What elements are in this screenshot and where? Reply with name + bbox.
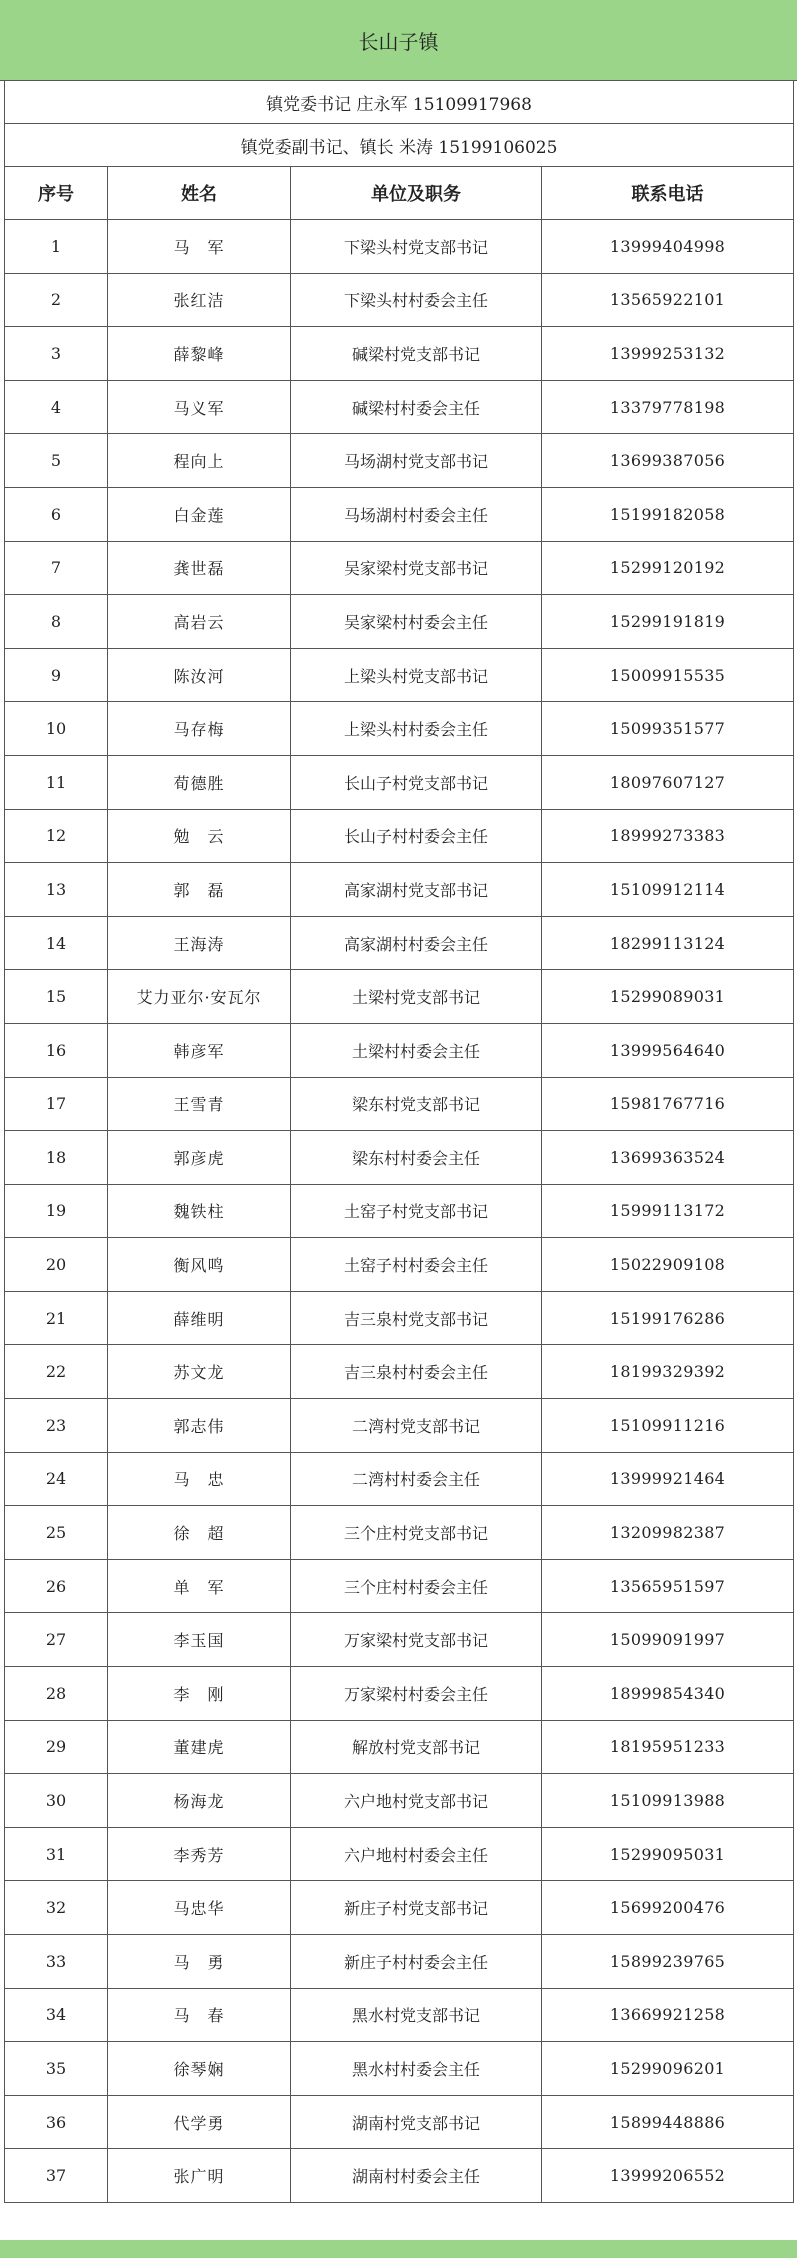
row-name: 张红洁	[108, 273, 291, 327]
row-index: 12	[5, 809, 108, 863]
row-index: 35	[5, 2042, 108, 2096]
row-position: 吴家梁村村委会主任	[291, 595, 542, 649]
row-phone: 15981767716	[542, 1077, 794, 1131]
row-name: 马义军	[108, 380, 291, 434]
row-index: 17	[5, 1077, 108, 1131]
row-phone: 15199176286	[542, 1291, 794, 1345]
table-row	[5, 273, 794, 327]
row-position: 万家梁村党支部书记	[291, 1613, 542, 1667]
table-row	[5, 1506, 794, 1560]
row-name: 白金莲	[108, 487, 291, 541]
row-phone: 18999273383	[542, 809, 794, 863]
leader-row	[5, 124, 794, 167]
row-position: 解放村党支部书记	[291, 1720, 542, 1774]
row-phone: 15299089031	[542, 970, 794, 1024]
row-name: 高岩云	[108, 595, 291, 649]
table-row	[5, 434, 794, 488]
row-phone: 13565951597	[542, 1559, 794, 1613]
table-row	[5, 1291, 794, 1345]
row-phone: 13699363524	[542, 1131, 794, 1185]
row-name: 王海涛	[108, 916, 291, 970]
row-name: 龚世磊	[108, 541, 291, 595]
row-phone: 13379778198	[542, 380, 794, 434]
row-index: 2	[5, 273, 108, 327]
row-position: 上梁头村党支部书记	[291, 648, 542, 702]
leader-row	[5, 81, 794, 124]
table-row	[5, 220, 794, 274]
row-position: 下梁头村党支部书记	[291, 220, 542, 274]
row-position: 吉三泉村村委会主任	[291, 1345, 542, 1399]
row-position: 六户地村村委会主任	[291, 1827, 542, 1881]
row-name: 马 军	[108, 220, 291, 274]
row-index: 3	[5, 327, 108, 381]
row-position: 湖南村村委会主任	[291, 2149, 542, 2203]
table-row	[5, 1827, 794, 1881]
row-index: 9	[5, 648, 108, 702]
row-position: 土梁村党支部书记	[291, 970, 542, 1024]
table-body	[5, 220, 794, 2203]
table-row	[5, 755, 794, 809]
row-index: 18	[5, 1131, 108, 1185]
row-name: 张广明	[108, 2149, 291, 2203]
table-row	[5, 1077, 794, 1131]
row-name: 单 军	[108, 1559, 291, 1613]
table-row	[5, 702, 794, 756]
row-position: 黑水村党支部书记	[291, 1988, 542, 2042]
row-phone: 13565922101	[542, 273, 794, 327]
row-phone: 15199182058	[542, 487, 794, 541]
row-index: 10	[5, 702, 108, 756]
row-phone: 15109913988	[542, 1774, 794, 1828]
row-name: 李秀芳	[108, 1827, 291, 1881]
row-phone: 18299113124	[542, 916, 794, 970]
row-phone: 15099351577	[542, 702, 794, 756]
table-row	[5, 541, 794, 595]
row-phone: 15299096201	[542, 2042, 794, 2096]
row-index: 1	[5, 220, 108, 274]
row-index: 15	[5, 970, 108, 1024]
row-position: 二湾村党支部书记	[291, 1399, 542, 1453]
row-index: 5	[5, 434, 108, 488]
row-position: 长山子村村委会主任	[291, 809, 542, 863]
row-name: 勉 云	[108, 809, 291, 863]
table-row	[5, 1667, 794, 1721]
row-phone: 13999253132	[542, 327, 794, 381]
row-phone: 13669921258	[542, 1988, 794, 2042]
column-header-phone: 联系电话	[542, 167, 794, 220]
row-phone: 15899239765	[542, 1935, 794, 1989]
table-row	[5, 595, 794, 649]
table-row	[5, 1399, 794, 1453]
row-name: 衡风鸣	[108, 1238, 291, 1292]
row-position: 碱梁村村委会主任	[291, 380, 542, 434]
row-name: 马 忠	[108, 1452, 291, 1506]
footer-bar	[0, 2240, 797, 2258]
row-phone: 18999854340	[542, 1667, 794, 1721]
row-phone: 15899448886	[542, 2095, 794, 2149]
row-phone: 18195951233	[542, 1720, 794, 1774]
row-position: 马场湖村党支部书记	[291, 434, 542, 488]
column-header-index: 序号	[5, 167, 108, 220]
row-name: 马 春	[108, 1988, 291, 2042]
row-name: 杨海龙	[108, 1774, 291, 1828]
table-row	[5, 1774, 794, 1828]
row-name: 陈汝河	[108, 648, 291, 702]
row-phone: 13999564640	[542, 1023, 794, 1077]
table-row	[5, 1238, 794, 1292]
table-row	[5, 2149, 794, 2203]
row-position: 六户地村党支部书记	[291, 1774, 542, 1828]
row-index: 11	[5, 755, 108, 809]
row-name: 李 刚	[108, 1667, 291, 1721]
contact-table	[4, 80, 794, 2203]
row-position: 马场湖村村委会主任	[291, 487, 542, 541]
table-row	[5, 1881, 794, 1935]
row-index: 28	[5, 1667, 108, 1721]
row-position: 三个庄村党支部书记	[291, 1506, 542, 1560]
row-phone: 13999921464	[542, 1452, 794, 1506]
row-name: 郭 磊	[108, 863, 291, 917]
row-name: 郭彦虎	[108, 1131, 291, 1185]
row-position: 梁东村党支部书记	[291, 1077, 542, 1131]
row-phone: 15022909108	[542, 1238, 794, 1292]
table-row	[5, 863, 794, 917]
row-index: 8	[5, 595, 108, 649]
row-index: 22	[5, 1345, 108, 1399]
row-index: 24	[5, 1452, 108, 1506]
row-position: 吉三泉村党支部书记	[291, 1291, 542, 1345]
row-position: 土梁村村委会主任	[291, 1023, 542, 1077]
table-row	[5, 1988, 794, 2042]
leader-party-secretary: 镇党委书记 庄永军 15109917968	[5, 81, 794, 124]
row-index: 36	[5, 2095, 108, 2149]
row-position: 三个庄村村委会主任	[291, 1559, 542, 1613]
table-row	[5, 1559, 794, 1613]
table-row	[5, 1935, 794, 1989]
row-name: 薛黎峰	[108, 327, 291, 381]
row-index: 19	[5, 1184, 108, 1238]
row-index: 31	[5, 1827, 108, 1881]
row-name: 代学勇	[108, 2095, 291, 2149]
row-index: 4	[5, 380, 108, 434]
row-position: 土窑子村村委会主任	[291, 1238, 542, 1292]
row-index: 13	[5, 863, 108, 917]
row-name: 郭志伟	[108, 1399, 291, 1453]
row-phone: 13999206552	[542, 2149, 794, 2203]
row-index: 25	[5, 1506, 108, 1560]
table-row	[5, 916, 794, 970]
row-index: 20	[5, 1238, 108, 1292]
row-index: 37	[5, 2149, 108, 2203]
table-header-row	[5, 167, 794, 220]
row-phone: 15999113172	[542, 1184, 794, 1238]
row-phone: 15109912114	[542, 863, 794, 917]
column-header-name: 姓名	[108, 167, 291, 220]
row-phone: 15699200476	[542, 1881, 794, 1935]
row-index: 32	[5, 1881, 108, 1935]
row-phone: 15299095031	[542, 1827, 794, 1881]
row-phone: 13999404998	[542, 220, 794, 274]
row-index: 14	[5, 916, 108, 970]
table-row	[5, 1452, 794, 1506]
table-row	[5, 2042, 794, 2096]
table-row	[5, 487, 794, 541]
row-name: 马存梅	[108, 702, 291, 756]
row-position: 吴家梁村党支部书记	[291, 541, 542, 595]
row-position: 新庄子村村委会主任	[291, 1935, 542, 1989]
row-position: 碱梁村党支部书记	[291, 327, 542, 381]
row-position: 湖南村党支部书记	[291, 2095, 542, 2149]
row-phone: 15099091997	[542, 1613, 794, 1667]
row-index: 6	[5, 487, 108, 541]
row-name: 马 勇	[108, 1935, 291, 1989]
row-phone: 15299191819	[542, 595, 794, 649]
table-row	[5, 1720, 794, 1774]
row-name: 魏铁柱	[108, 1184, 291, 1238]
row-name: 马忠华	[108, 1881, 291, 1935]
row-phone: 18097607127	[542, 755, 794, 809]
table-row	[5, 1184, 794, 1238]
row-phone: 18199329392	[542, 1345, 794, 1399]
table-row	[5, 809, 794, 863]
row-position: 二湾村村委会主任	[291, 1452, 542, 1506]
row-name: 苏文龙	[108, 1345, 291, 1399]
table-row	[5, 1023, 794, 1077]
row-name: 程向上	[108, 434, 291, 488]
table-row	[5, 970, 794, 1024]
row-index: 16	[5, 1023, 108, 1077]
row-phone: 13699387056	[542, 434, 794, 488]
row-index: 7	[5, 541, 108, 595]
row-index: 33	[5, 1935, 108, 1989]
row-index: 21	[5, 1291, 108, 1345]
row-index: 27	[5, 1613, 108, 1667]
row-index: 30	[5, 1774, 108, 1828]
table-row	[5, 1131, 794, 1185]
row-position: 长山子村党支部书记	[291, 755, 542, 809]
row-name: 董建虎	[108, 1720, 291, 1774]
row-name: 李玉国	[108, 1613, 291, 1667]
row-name: 韩彦军	[108, 1023, 291, 1077]
row-phone: 15299120192	[542, 541, 794, 595]
row-position: 下梁头村村委会主任	[291, 273, 542, 327]
row-position: 新庄子村党支部书记	[291, 1881, 542, 1935]
row-name: 荀德胜	[108, 755, 291, 809]
page-title: 长山子镇	[0, 0, 797, 81]
row-name: 徐琴娴	[108, 2042, 291, 2096]
row-name: 徐 超	[108, 1506, 291, 1560]
row-phone: 15009915535	[542, 648, 794, 702]
table-row	[5, 1345, 794, 1399]
row-index: 23	[5, 1399, 108, 1453]
row-name: 薛维明	[108, 1291, 291, 1345]
row-name: 艾力亚尔·安瓦尔	[108, 970, 291, 1024]
row-position: 高家湖村党支部书记	[291, 863, 542, 917]
row-phone: 15109911216	[542, 1399, 794, 1453]
table-row	[5, 327, 794, 381]
table-row	[5, 380, 794, 434]
row-position: 上梁头村村委会主任	[291, 702, 542, 756]
row-phone: 13209982387	[542, 1506, 794, 1560]
row-index: 29	[5, 1720, 108, 1774]
column-header-position: 单位及职务	[291, 167, 542, 220]
row-position: 黑水村村委会主任	[291, 2042, 542, 2096]
row-index: 26	[5, 1559, 108, 1613]
table-row	[5, 648, 794, 702]
table-row	[5, 2095, 794, 2149]
row-name: 王雪青	[108, 1077, 291, 1131]
row-position: 梁东村村委会主任	[291, 1131, 542, 1185]
row-index: 34	[5, 1988, 108, 2042]
row-position: 万家梁村村委会主任	[291, 1667, 542, 1721]
row-position: 土窑子村党支部书记	[291, 1184, 542, 1238]
table-row	[5, 1613, 794, 1667]
leader-mayor: 镇党委副书记、镇长 米涛 15199106025	[5, 124, 794, 167]
row-position: 高家湖村村委会主任	[291, 916, 542, 970]
